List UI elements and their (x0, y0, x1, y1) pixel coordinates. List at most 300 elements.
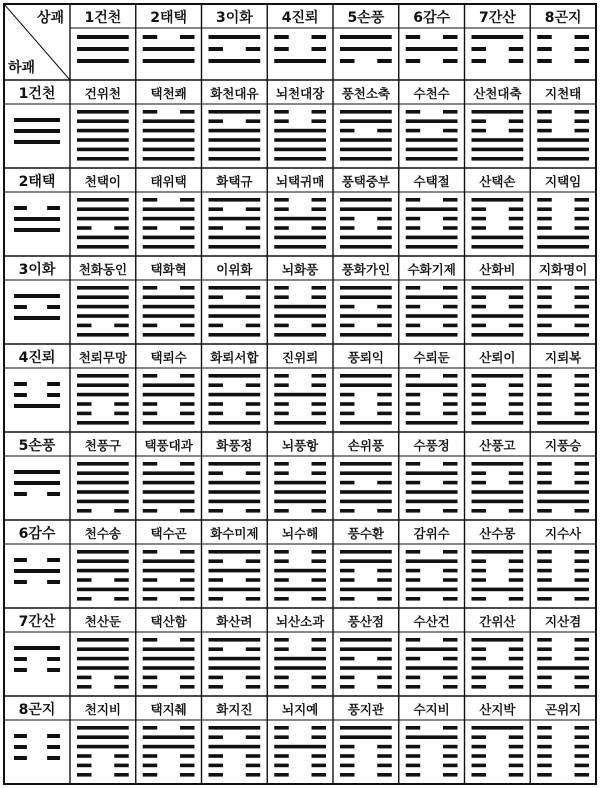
hexagram-yin-segment (143, 638, 157, 642)
hexagram-yang-line (209, 550, 261, 554)
hexagram-yin-segment (180, 597, 194, 601)
hexagram-yin-segment (443, 754, 457, 758)
hexagram-yang-line (406, 471, 458, 475)
hexagram-yang-line (209, 490, 261, 494)
hexagram-yin-segment (472, 207, 486, 211)
hexagram-yang-line (209, 148, 261, 152)
upper-trigram-yin-segment (575, 59, 589, 63)
hexagram-yang-line (77, 393, 129, 397)
hexagram-yin-segment (274, 374, 288, 378)
hexagram-yin-segment (537, 754, 551, 758)
upper-trigram-yin-segment (340, 59, 354, 63)
hexagram-yang-line (77, 462, 129, 466)
hexagram-yin-segment (575, 569, 589, 573)
hexagram-yin-segment (537, 647, 551, 651)
hexagram-yin-segment (575, 393, 589, 397)
hexagram-yin-segment (377, 569, 391, 573)
hexagram-yang-line (143, 217, 195, 221)
hexagram-yang-line (340, 490, 392, 494)
hexagram-yin-segment (312, 412, 326, 416)
hexagram-yang-line (77, 735, 129, 739)
upper-trigram-label: 4진뢰 (281, 10, 319, 26)
upper-trigram-yang-line (406, 47, 458, 51)
hexagram-yin-segment (537, 597, 551, 601)
hexagram-yin-segment (180, 773, 194, 777)
hexagram-yang-line (472, 286, 524, 290)
hexagram-yin-segment (537, 676, 551, 680)
hexagram-yang-line (77, 198, 129, 202)
hexagram-yang-line (274, 588, 326, 592)
hexagram-yin-segment (472, 676, 486, 680)
lower-trigram-yin-segment (47, 657, 60, 661)
hexagram-yin-segment (575, 685, 589, 689)
hexagram-yin-segment (209, 119, 223, 123)
hexagram-yin-segment (312, 578, 326, 582)
hexagram-yin-segment (575, 324, 589, 328)
hexagram-yang-line (77, 500, 129, 504)
upper-trigram-yang-line (77, 35, 129, 39)
hexagram-yin-segment (180, 226, 194, 230)
hexagram-yin-segment (274, 207, 288, 211)
hexagram-yin-segment (340, 754, 354, 758)
hexagram-yin-segment (537, 286, 551, 290)
hexagram-yin-segment (575, 735, 589, 739)
hexagram-yin-segment (143, 226, 157, 230)
hexagram-yin-segment (509, 559, 523, 563)
hexagram-yin-segment (472, 412, 486, 416)
hexagram-yin-segment (443, 462, 457, 466)
hexagram-yin-segment (209, 383, 223, 387)
upper-trigram-yin-segment (312, 47, 326, 51)
hexagram-yang-line (143, 666, 195, 670)
hexagram-yin-segment (406, 393, 420, 397)
hexagram-yin-segment (406, 578, 420, 582)
hexagram-yin-segment (274, 402, 288, 406)
hexagram-yin-segment (509, 657, 523, 661)
upper-trigram-yin-segment (406, 35, 420, 39)
hexagram-yin-segment (472, 509, 486, 513)
hexagram-yin-segment (209, 764, 223, 768)
hexagram-yang-line (537, 490, 589, 494)
hexagram-yang-line (77, 207, 129, 211)
hexagram-yin-segment (575, 295, 589, 299)
hexagram-yin-segment (274, 324, 288, 328)
lower-trigram-yin-segment (14, 492, 27, 496)
hexagram-yin-segment (406, 305, 420, 309)
hexagram-yin-segment (575, 286, 589, 290)
hexagram-yin-segment (340, 129, 354, 133)
hexagram-yin-segment (180, 286, 194, 290)
hexagram-yin-segment (443, 657, 457, 661)
hexagram-name: 택수곤 (150, 526, 187, 541)
hexagram-yang-line (209, 745, 261, 749)
hexagram-yin-segment (274, 412, 288, 416)
hexagram-name: 풍산점 (347, 614, 384, 629)
hexagram-yin-segment (246, 402, 260, 406)
hexagram-yin-segment (312, 462, 326, 466)
hexagram-yin-segment (575, 638, 589, 642)
hexagram-yin-segment (340, 412, 354, 416)
hexagram-yin-segment (312, 676, 326, 680)
hexagram-yin-segment (180, 374, 194, 378)
hexagram-yin-segment (143, 110, 157, 114)
hexagram-yang-line (274, 157, 326, 161)
lower-trigram-label: 8곤지 (18, 702, 56, 718)
hexagram-yin-segment (406, 324, 420, 328)
hexagram-yang-line (77, 559, 129, 563)
hexagram-yang-line (77, 129, 129, 133)
hexagram-yin-segment (377, 226, 391, 230)
hexagram-yang-line (77, 490, 129, 494)
hexagram-yin-segment (246, 509, 260, 513)
hexagram-yin-segment (312, 559, 326, 563)
hexagram-yang-line (340, 638, 392, 642)
hexagram-yang-line (472, 588, 524, 592)
hexagram-yin-segment (246, 207, 260, 211)
hexagram-yin-segment (180, 462, 194, 466)
hexagram-yin-segment (143, 412, 157, 416)
hexagram-yang-line (406, 588, 458, 592)
hexagram-yang-line (472, 110, 524, 114)
corner-lower-label: 하괘 (8, 60, 36, 76)
hexagram-yang-line (77, 647, 129, 651)
upper-trigram-yang-line (274, 59, 326, 63)
hexagram-yang-line (209, 286, 261, 290)
hexagram-yin-segment (180, 198, 194, 202)
hexagram-name: 천산둔 (84, 614, 121, 629)
hexagram-yin-segment (575, 481, 589, 485)
hexagram-yang-line (143, 657, 195, 661)
hexagram-name: 풍수환 (347, 526, 384, 541)
hexagram-yang-line (143, 569, 195, 573)
hexagram-yang-line (77, 569, 129, 573)
hexagram-yang-line (77, 421, 129, 425)
hexagram-yang-line (406, 383, 458, 387)
hexagram-name: 진위뢰 (282, 350, 319, 365)
hexagram-yin-segment (180, 509, 194, 513)
upper-trigram-yin-segment (472, 47, 486, 51)
upper-trigram-yin-segment (575, 47, 589, 51)
hexagram-yang-line (340, 550, 392, 554)
hexagram-yang-line (537, 666, 589, 670)
hexagram-yin-segment (509, 676, 523, 680)
hexagram-yang-line (340, 647, 392, 651)
hexagram-yin-segment (312, 773, 326, 777)
lower-trigram-yin-segment (14, 580, 27, 584)
lower-trigram-yin-segment (47, 756, 60, 760)
hexagram-yin-segment (143, 198, 157, 202)
hexagram-yin-segment (537, 569, 551, 573)
lower-trigram-yang-line (14, 316, 60, 320)
hexagram-name: 택천쾌 (150, 86, 187, 101)
hexagram-yin-segment (509, 685, 523, 689)
hexagram-yin-segment (509, 509, 523, 513)
hexagram-yin-segment (209, 676, 223, 680)
hexagram-yang-line (340, 333, 392, 337)
upper-trigram-yin-segment (472, 59, 486, 63)
hexagram-name: 풍화가인 (341, 262, 391, 277)
hexagram-yin-segment (180, 638, 194, 642)
hexagram-yang-line (340, 207, 392, 211)
hexagram-yang-line (340, 735, 392, 739)
hexagram-yang-line (77, 245, 129, 249)
hexagram-yin-segment (509, 735, 523, 739)
hexagram-yang-line (406, 666, 458, 670)
hexagram-yang-line (143, 119, 195, 123)
hexagram-yin-segment (575, 676, 589, 680)
hexagram-yang-line (472, 157, 524, 161)
hexagram-yin-segment (114, 412, 128, 416)
hexagram-yin-segment (443, 226, 457, 230)
lower-trigram-yin-segment (47, 668, 60, 672)
hexagram-yin-segment (77, 764, 91, 768)
hexagram-yin-segment (274, 597, 288, 601)
hexagram-yang-line (209, 657, 261, 661)
hexagram-yin-segment (246, 735, 260, 739)
hexagram-yin-segment (114, 764, 128, 768)
hexagram-yin-segment (340, 305, 354, 309)
hexagram-yin-segment (77, 685, 91, 689)
lower-trigram-label: 6감수 (18, 526, 56, 542)
lower-trigram-yin-segment (14, 657, 27, 661)
hexagram-yin-segment (537, 726, 551, 730)
hexagram-yang-line (143, 236, 195, 240)
hexagram-yin-segment (509, 764, 523, 768)
hexagram-yin-segment (443, 597, 457, 601)
hexagram-yin-segment (472, 471, 486, 475)
hexagram-yin-segment (537, 764, 551, 768)
hexagram-name: 산화비 (479, 262, 516, 277)
hexagram-yin-segment (472, 647, 486, 651)
hexagram-yin-segment (509, 471, 523, 475)
hexagram-yang-line (340, 421, 392, 425)
hexagram-yang-line (143, 305, 195, 309)
hexagram-yang-line (340, 383, 392, 387)
hexagram-yin-segment (274, 578, 288, 582)
hexagram-yin-segment (312, 509, 326, 513)
hexagram-yin-segment (472, 773, 486, 777)
hexagram-yang-line (209, 129, 261, 133)
hexagram-yin-segment (575, 471, 589, 475)
hexagram-yang-line (209, 305, 261, 309)
hexagram-yin-segment (274, 119, 288, 123)
upper-trigram-yin-segment (406, 59, 420, 63)
hexagram-yang-line (274, 490, 326, 494)
lower-trigram-label: 7간산 (18, 614, 56, 630)
lower-trigram-yin-segment (14, 382, 27, 386)
hexagram-yang-line (537, 157, 589, 161)
hexagram-yin-segment (180, 726, 194, 730)
hexagram-yin-segment (312, 286, 326, 290)
hexagram-yin-segment (443, 578, 457, 582)
hexagram-yang-line (143, 735, 195, 739)
upper-trigram-label: 1건천 (84, 10, 122, 26)
hexagram-yang-line (340, 314, 392, 318)
hexagram-yang-line (274, 745, 326, 749)
lower-trigram-yang-line (14, 294, 60, 298)
hexagram-yin-segment (114, 509, 128, 513)
upper-trigram-yang-line (143, 47, 195, 51)
hexagram-yin-segment (77, 578, 91, 582)
hexagram-yin-segment (209, 578, 223, 582)
hexagram-name: 천화동인 (78, 262, 128, 277)
hexagram-yin-segment (143, 374, 157, 378)
hexagram-yin-segment (274, 735, 288, 739)
hexagram-yin-segment (537, 402, 551, 406)
hexagram-yin-segment (537, 217, 551, 221)
hexagram-yin-segment (312, 685, 326, 689)
hexagram-yin-segment (209, 207, 223, 211)
hexagram-yin-segment (443, 764, 457, 768)
hexagram-yin-segment (180, 578, 194, 582)
hexagram-yin-segment (114, 773, 128, 777)
hexagram-yang-line (274, 333, 326, 337)
hexagram-yin-segment (312, 119, 326, 123)
hexagram-yin-segment (472, 578, 486, 582)
hexagram-yin-segment (143, 509, 157, 513)
hexagram-yang-line (472, 333, 524, 337)
hexagram-yang-line (77, 286, 129, 290)
lower-trigram-yin-segment (47, 580, 60, 584)
hexagram-yin-segment (377, 509, 391, 513)
hexagram-yin-segment (246, 578, 260, 582)
hexagram-yin-segment (472, 559, 486, 563)
hexagram-yin-segment (509, 647, 523, 651)
hexagram-yin-segment (575, 226, 589, 230)
hexagram-name: 지산겸 (545, 614, 582, 629)
hexagram-yang-line (537, 333, 589, 337)
hexagram-yang-line (77, 217, 129, 221)
hexagram-yang-line (340, 726, 392, 730)
hexagram-yang-line (209, 333, 261, 337)
hexagram-name: 수화기제 (407, 262, 456, 277)
hexagram-yang-line (143, 129, 195, 133)
hexagram-yang-line (537, 138, 589, 142)
hexagram-name: 수택절 (413, 174, 450, 189)
hexagram-yin-segment (377, 578, 391, 582)
hexagram-yang-line (406, 157, 458, 161)
hexagram-yang-line (77, 138, 129, 142)
hexagram-name: 지풍승 (545, 438, 582, 453)
hexagram-yin-segment (209, 402, 223, 406)
hexagram-yang-line (274, 421, 326, 425)
hexagram-yin-segment (537, 462, 551, 466)
hexagram-yin-segment (537, 393, 551, 397)
hexagram-yin-segment (274, 295, 288, 299)
hexagram-yin-segment (209, 226, 223, 230)
hexagram-name: 풍뢰익 (347, 350, 384, 365)
hexagram-yin-segment (246, 685, 260, 689)
hexagram-yin-segment (312, 754, 326, 758)
hexagram-yin-segment (274, 286, 288, 290)
hexagram-yang-line (209, 462, 261, 466)
upper-trigram-yin-segment (537, 59, 551, 63)
hexagram-yin-segment (246, 773, 260, 777)
hexagram-yin-segment (472, 119, 486, 123)
hexagram-yin-segment (377, 685, 391, 689)
hexagram-yin-segment (246, 597, 260, 601)
hexagram-yin-segment (443, 402, 457, 406)
hexagram-yang-line (472, 490, 524, 494)
hexagram-yin-segment (274, 638, 288, 642)
hexagram-yin-segment (575, 754, 589, 758)
hexagram-yin-segment (340, 685, 354, 689)
hexagram-yin-segment (114, 676, 128, 680)
hexagram-yang-line (209, 374, 261, 378)
hexagram-yin-segment (406, 550, 420, 554)
upper-trigram-yin-segment (537, 35, 551, 39)
upper-trigram-yin-segment (443, 59, 457, 63)
hexagram-yin-segment (246, 471, 260, 475)
upper-trigram-yang-line (340, 47, 392, 51)
hexagram-yang-line (340, 138, 392, 142)
lower-trigram-label: 1건천 (18, 86, 56, 102)
hexagram-yang-line (143, 471, 195, 475)
hexagram-yin-segment (537, 110, 551, 114)
hexagram-yang-line (77, 638, 129, 642)
hexagram-yin-segment (406, 726, 420, 730)
hexagram-name: 지화명이 (538, 262, 588, 277)
hexagram-yin-segment (575, 110, 589, 114)
hexagram-yin-segment (180, 550, 194, 554)
hexagram-yang-line (537, 588, 589, 592)
hexagram-yin-segment (209, 471, 223, 475)
hexagram-yin-segment (443, 745, 457, 749)
hexagram-name: 풍지관 (347, 702, 384, 717)
hexagram-yang-line (209, 110, 261, 114)
hexagram-yin-segment (509, 207, 523, 211)
hexagram-yin-segment (274, 471, 288, 475)
hexagram-yin-segment (274, 676, 288, 680)
hexagram-yin-segment (377, 129, 391, 133)
hexagram-yin-segment (312, 324, 326, 328)
hexagram-yin-segment (537, 481, 551, 485)
hexagram-yin-segment (509, 119, 523, 123)
hexagram-name: 뇌풍항 (282, 438, 319, 453)
hexagram-yang-line (209, 726, 261, 730)
lower-trigram-yang-line (14, 228, 60, 232)
hexagram-yin-segment (509, 226, 523, 230)
hexagram-yin-segment (312, 198, 326, 202)
hexagram-yin-segment (246, 295, 260, 299)
hexagram-yin-segment (143, 676, 157, 680)
hexagram-yang-line (209, 588, 261, 592)
hexagram-yin-segment (443, 217, 457, 221)
hexagram-yin-segment (274, 685, 288, 689)
upper-trigram-yin-segment (246, 47, 260, 51)
hexagram-yin-segment (575, 383, 589, 387)
hexagram-yin-segment (209, 735, 223, 739)
hexagram-name: 뇌화풍 (282, 262, 319, 277)
hexagram-name: 화수미제 (210, 526, 259, 541)
hexagram-yang-line (77, 333, 129, 337)
hexagram-yang-line (77, 295, 129, 299)
hexagram-yin-segment (537, 550, 551, 554)
hexagram-yin-segment (443, 393, 457, 397)
hexagram-yin-segment (312, 726, 326, 730)
hexagram-name: 뇌지예 (282, 702, 319, 717)
hexagram-yin-segment (443, 129, 457, 133)
hexagram-yin-segment (472, 402, 486, 406)
hexagram-yin-segment (77, 676, 91, 680)
hexagram-yin-segment (77, 754, 91, 758)
hexagram-yin-segment (180, 676, 194, 680)
hexagram-yin-segment (377, 657, 391, 661)
hexagram-yin-segment (340, 509, 354, 513)
hexagram-yang-line (537, 314, 589, 318)
hexagram-yang-line (143, 333, 195, 337)
hexagram-yin-segment (77, 412, 91, 416)
